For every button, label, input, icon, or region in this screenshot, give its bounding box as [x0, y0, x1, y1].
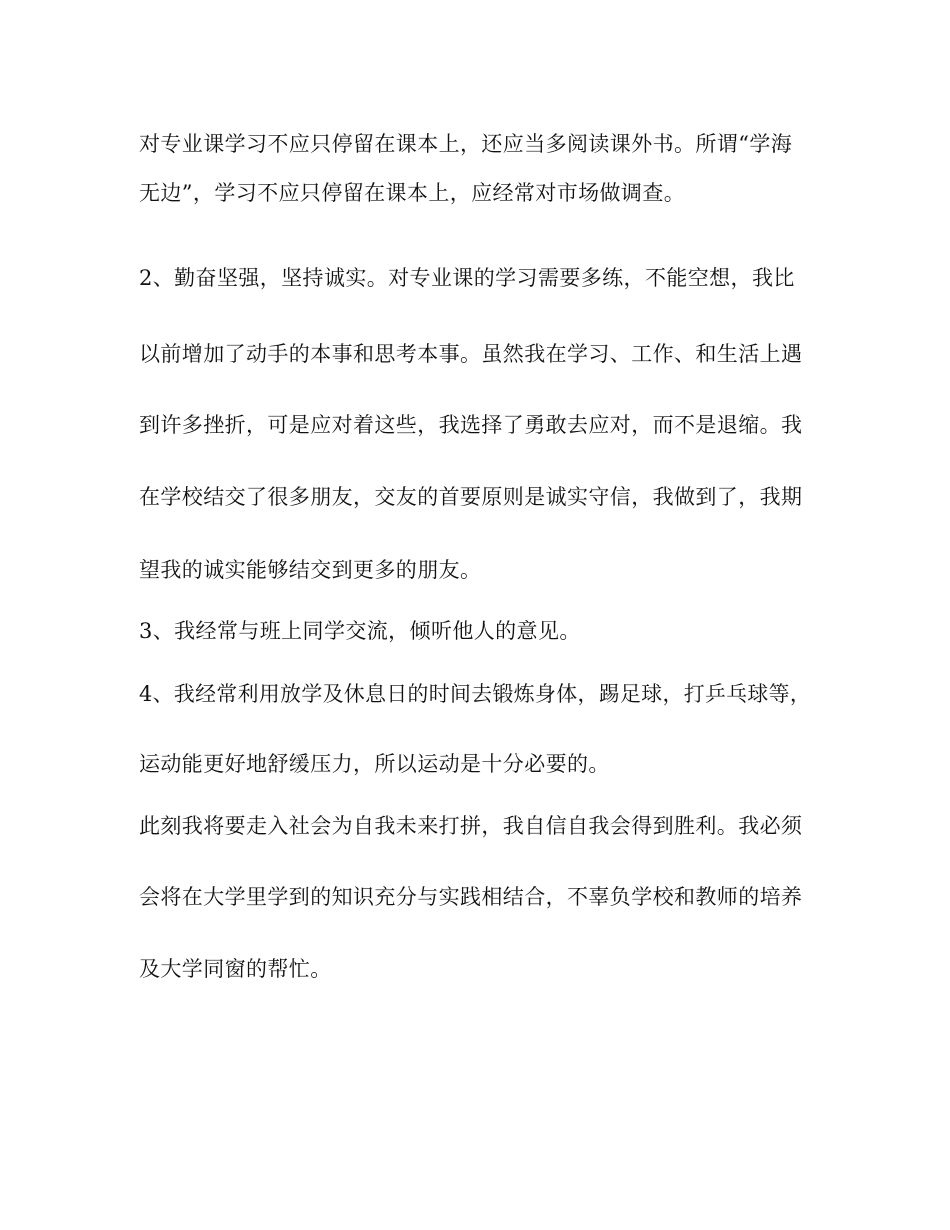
- text-line-7: 望我的诚实能够结交到更多的朋友。: [139, 558, 482, 582]
- text-line-9: 4、我经常利用放学及休息日的时间去锻炼身体，踢足球，打乒乓球等，: [139, 682, 812, 706]
- text-line-13: 及大学同窗的帮忙。: [139, 957, 332, 981]
- text-line-8: 3、我经常与班上同学交流，倾听他人的意见。: [139, 619, 581, 643]
- text-line-10: 运动能更好地舒缓压力，所以运动是十分必要的。: [139, 752, 610, 776]
- text-line-12: 会将在大学里学到的知识充分与实践相结合，不辜负学校和教师的培养: [139, 885, 803, 909]
- text-line-1: 对专业课学习不应只停留在课本上，还应当多阅读课外书。所谓“学海: [139, 132, 793, 156]
- text-line-4: 以前增加了动手的本事和思考本事。虽然我在学习、工作、和生活上遇: [139, 342, 803, 366]
- text-line-2: 无边”，学习不应只停留在课本上，应经常对市场做调查。: [139, 181, 686, 205]
- text-line-3: 2、勤奋坚强，坚持诚实。对专业课的学习需要多练，不能空想，我比: [139, 266, 795, 290]
- text-line-5: 到许多挫折，可是应对着这些，我选择了勇敢去应对，而不是退缩。我: [139, 413, 803, 437]
- text-line-6: 在学校结交了很多朋友，交友的首要原则是诚实守信，我做到了，我期: [139, 485, 803, 509]
- text-line-11: 此刻我将要走入社会为自我未来打拼，我自信自我会得到胜利。我必须: [139, 814, 803, 838]
